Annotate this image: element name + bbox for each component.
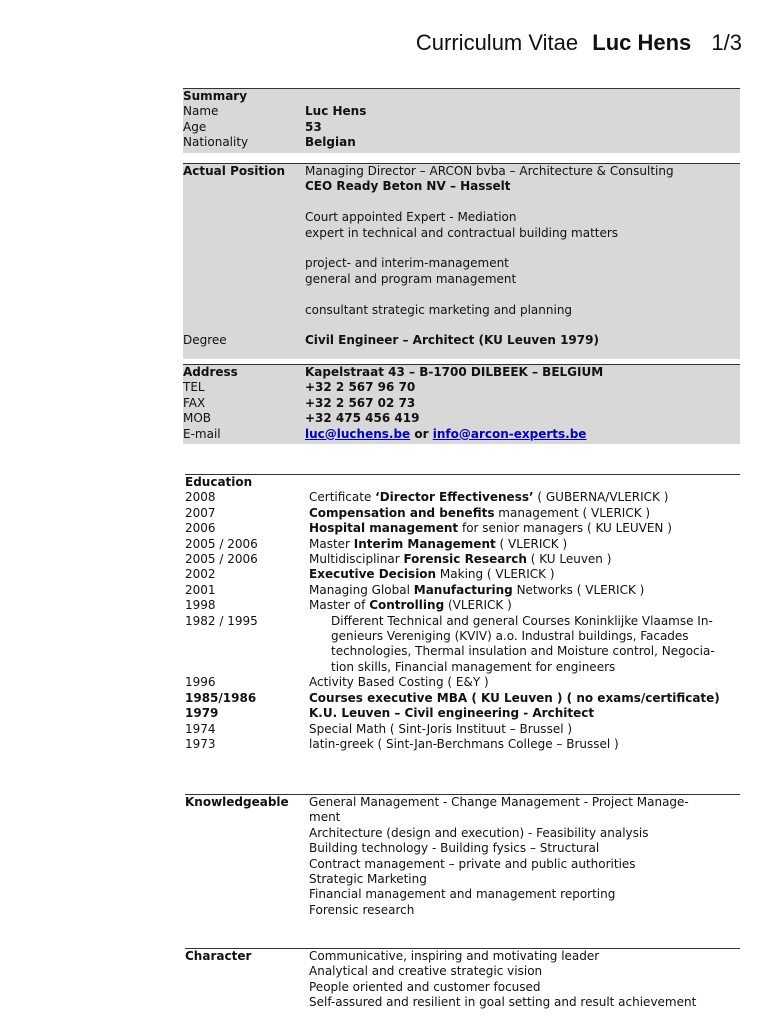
- tel-value: +32 2 567 96 70: [305, 380, 416, 395]
- education-row: [185, 675, 740, 690]
- name-label: Name: [183, 104, 219, 119]
- education-year: 1979: [185, 706, 219, 721]
- education-year: 2008: [185, 490, 216, 505]
- position-line: expert in technical and contractual building matters: [305, 225, 619, 240]
- education-year: 2006: [185, 521, 216, 536]
- education-text-part: ( GUBERNA/VLERICK ): [533, 490, 669, 505]
- position-line: CEO Ready Beton NV – Hasselt: [305, 179, 511, 194]
- position-line: Court appointed Expert - Mediation: [305, 210, 517, 225]
- education-year: 1996: [185, 675, 216, 690]
- education-text-part: (VLERICK ): [444, 598, 512, 613]
- summary-section: [183, 88, 740, 153]
- education-year: 2007: [185, 505, 216, 520]
- fax-value: +32 2 567 02 73: [305, 395, 416, 410]
- tel-label: TEL: [183, 380, 205, 395]
- education-heading: Education: [185, 475, 253, 489]
- position-line: general and program management: [305, 271, 517, 286]
- education-row: [185, 706, 740, 721]
- character-line: Communicative, inspiring and motivating leader: [309, 949, 600, 963]
- education-row: [185, 490, 740, 505]
- email-link-primary[interactable]: luc@luchens.be: [305, 426, 411, 441]
- education-text-highlight: Compensation and benefits: [309, 505, 495, 520]
- education-row: [185, 583, 740, 598]
- education-text-part: management ( VLERICK ): [494, 505, 651, 520]
- address-section: [183, 364, 740, 444]
- education-row: [185, 521, 740, 536]
- position-section: [183, 163, 740, 359]
- mob-value: +32 475 456 419: [305, 411, 420, 426]
- education-text: [309, 567, 740, 582]
- document-title: Curriculum Vitae: [415, 30, 579, 55]
- mob-label: MOB: [183, 411, 212, 426]
- knowledge-line: ment: [309, 810, 341, 825]
- education-row: [185, 537, 740, 552]
- education-row: [185, 506, 740, 521]
- education-text: Different Technical and general Courses Koninklijke Vlaamse In-: [331, 613, 713, 628]
- education-row: [185, 691, 740, 706]
- education-text-part: for senior managers ( KU LEUVEN ): [458, 521, 672, 536]
- education-text: [309, 537, 740, 552]
- education-text-highlight: Forensic Research: [403, 552, 527, 567]
- education-text-part: Certificate: [309, 490, 376, 505]
- knowledge-line: Contract management – private and public authorities: [309, 856, 636, 871]
- email-link-secondary[interactable]: info@arcon-experts.be: [432, 426, 587, 441]
- position-line: project- and interim-management: [305, 256, 509, 271]
- education-text-part: Managing Global: [309, 582, 414, 597]
- education-text: [309, 598, 740, 613]
- knowledge-line: General Management - Change Management - Project Manage-: [309, 795, 689, 809]
- knowledge-line: Building technology - Building fysics – Structural: [309, 841, 600, 856]
- person-name: Luc Hens: [592, 30, 692, 55]
- position-line: consultant strategic marketing and planning: [305, 302, 573, 317]
- page-header: [416, 30, 742, 56]
- education-text: [309, 521, 740, 536]
- knowledge-section: [185, 794, 740, 918]
- character-label: Character: [185, 949, 252, 963]
- education-text: genieurs Vereniging (KVIV) a.o. Industral buildings, Facades: [331, 629, 689, 644]
- education-text-part: Networks ( VLERICK ): [512, 582, 645, 597]
- education-section: [185, 474, 740, 752]
- education-year: 2005 / 2006: [185, 552, 258, 567]
- character-line: Self-assured and resilient in goal setting and result achievement: [309, 995, 697, 1010]
- summary-heading: Summary: [183, 89, 248, 103]
- name-value: Luc Hens: [305, 104, 367, 119]
- nationality-label: Nationality: [183, 135, 249, 150]
- education-text: tion skills, Financial management for engineers: [331, 659, 616, 674]
- education-text-part: Master of: [309, 598, 370, 613]
- education-text-highlight: Interim Management: [353, 536, 496, 551]
- position-line: Managing Director – ARCON bvba – Architecture & Consulting: [305, 164, 674, 178]
- email-separator: or: [410, 426, 433, 441]
- education-year: 1982 / 1995: [185, 613, 258, 628]
- education-text: [309, 583, 740, 598]
- education-text: Special Math ( Sint-Joris Instituut – Brussel ): [309, 721, 573, 736]
- education-text: [309, 506, 740, 521]
- character-section: [185, 948, 740, 1011]
- knowledge-line: Strategic Marketing: [309, 872, 427, 887]
- address-value: Kapelstraat 43 – B-1700 DILBEEK – BELGIUM: [305, 365, 604, 379]
- fax-label: FAX: [183, 395, 206, 410]
- education-text: Courses executive MBA ( KU Leuven ) ( no exams/certificate): [309, 690, 720, 705]
- degree-value: Civil Engineer – Architect (KU Leuven 1979): [305, 333, 599, 348]
- education-row: [185, 552, 740, 567]
- education-text: latin-greek ( Sint-Jan-Berchmans College – Brussel ): [309, 736, 619, 751]
- education-year: 1998: [185, 598, 216, 613]
- education-text-part: Making ( VLERICK ): [436, 567, 555, 582]
- address-label: Address: [183, 365, 238, 379]
- education-row: [185, 737, 740, 752]
- nationality-value: Belgian: [305, 135, 356, 150]
- position-label: Actual Position: [183, 164, 285, 178]
- education-text-highlight: ‘Director Effectiveness’: [375, 490, 534, 505]
- education-text-part: Multidisciplinar: [309, 552, 404, 567]
- education-text: K.U. Leuven – Civil engineering - Architect: [309, 706, 595, 721]
- education-text: Activity Based Costing ( E&Y ): [309, 675, 489, 690]
- education-text-highlight: Manufacturing: [413, 582, 513, 597]
- age-value: 53: [305, 119, 322, 134]
- education-text: [309, 490, 740, 505]
- education-row: [185, 722, 740, 737]
- education-text-highlight: Hospital management: [309, 521, 459, 536]
- knowledge-label: Knowledgeable: [185, 795, 289, 809]
- education-year: 1985/1986: [185, 690, 257, 705]
- email-label: E-mail: [183, 426, 221, 441]
- knowledge-line: Architecture (design and execution) - Feasibility analysis: [309, 825, 649, 840]
- education-text-part: ( KU Leuven ): [526, 552, 612, 567]
- education-text: [309, 552, 740, 567]
- age-label: Age: [183, 119, 207, 134]
- education-text-highlight: Controlling: [369, 598, 445, 613]
- education-row: [185, 567, 740, 582]
- education-row: [185, 598, 740, 613]
- education-year: 1974: [185, 721, 216, 736]
- degree-label: Degree: [183, 333, 227, 348]
- education-text-part: Master: [309, 536, 354, 551]
- knowledge-line: Forensic research: [309, 902, 415, 917]
- education-year: 2002: [185, 567, 216, 582]
- character-line: People oriented and customer focused: [309, 979, 541, 994]
- education-year: 2005 / 2006: [185, 536, 258, 551]
- education-year: 2001: [185, 582, 216, 597]
- education-year: 1973: [185, 736, 216, 751]
- education-text-part: ( VLERICK ): [495, 536, 568, 551]
- education-text-highlight: Executive Decision: [309, 567, 437, 582]
- character-line: Analytical and creative strategic vision: [309, 964, 543, 979]
- page-number: 1/3: [711, 30, 742, 55]
- education-text: technologies, Thermal insulation and Moisture control, Negocia-: [331, 644, 715, 659]
- knowledge-line: Financial management and management reporting: [309, 887, 616, 902]
